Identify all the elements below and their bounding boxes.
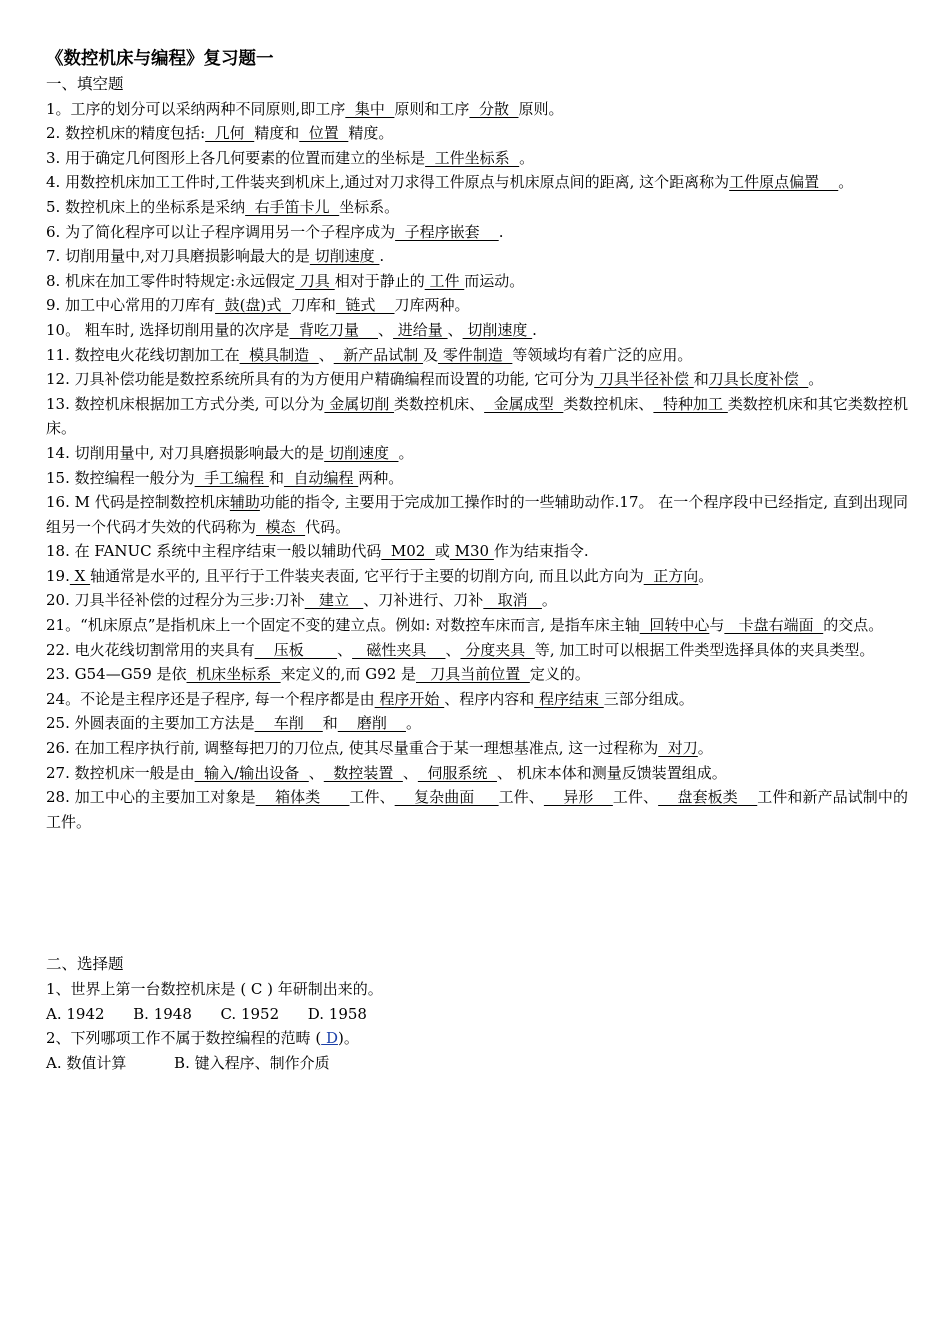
fill-blank-question [46,146,908,171]
question-text: 、 [445,640,461,659]
question-text: 、 [402,763,418,782]
fill-blank-question [46,785,908,834]
question-text: 功能的指令, 主要用于完成加工操作时的一些辅助动作.17。 在一个程序段中已经指定, 直到出现同组另一个代码才失效的代码称为 [46,493,908,536]
question-text: 刀库和 [290,296,336,315]
question-text: 和 [322,714,338,733]
answer-blank: 切削速度 [324,443,399,462]
question-text: 、 [447,320,463,339]
question-text: 7. 切削用量中,对刀具磨损影响最大的是 [46,247,310,266]
question-text: 、 机床本体和测量反馈装置组成。 [496,763,727,782]
fill-blank-question [46,466,908,491]
answer-blank: 金属成型 [484,394,564,413]
question-text: 类数控机床、 [563,394,654,413]
answer-blank: 数控装置 [323,763,403,782]
page-spacer [46,834,908,952]
fill-blank-question [46,564,908,589]
question-text: 或 [434,542,450,561]
question-text: 、 [337,640,353,659]
mc-question-2-answer-link[interactable]: D [321,1029,338,1048]
question-text: 25. 外圆表面的主要加工方法是 [46,714,255,733]
fill-blank-question [46,638,908,663]
answer-blank: 切削速度 [309,247,380,266]
question-text: 精度和 [254,124,300,143]
fill-blank-question [46,392,908,441]
question-text: 11. 数控电火花线切割加工在 [46,345,240,364]
answer-blank: 模具制造 [239,345,319,364]
question-text: 、 [308,763,324,782]
question-text: 8. 机床在加工零件时特规定:永远假定 [46,271,296,290]
document-title: 《数控机床与编程》复习题一 [46,49,274,69]
answer-blank: 复杂曲面 [394,788,499,807]
question-text: 。 [697,739,713,758]
question-text: 18. 在 FANUC 系统中主程序结束一般以辅助代码 [46,542,382,561]
answer-blank: 集中 [345,99,395,118]
question-text: 代码。 [305,517,351,536]
question-text: 与 [709,616,725,635]
question-text: 和 [693,370,709,389]
answer-blank: 进给量 [393,320,448,339]
fill-blank-question [46,343,908,368]
answer-blank: 磁性夹具 [352,640,446,659]
question-text: 工件、 [498,788,544,807]
mc-options-2: A. 数值计算 B. 键入程序、制作介质 [46,1053,330,1072]
question-text: 类数控机床和其它类数控机床。 [46,394,908,438]
section-heading-fill-blank: 一、填空题 [46,75,124,93]
answer-blank: 位置 [299,124,349,143]
question-text: 工件、 [612,788,659,807]
mc-question-1: 1、世界上第一台数控机床是 ( C ) 年研制出来的。 [46,980,383,998]
question-text: 。 [398,443,414,462]
answer-blank: 异形 [543,788,613,807]
answer-blank: 建立 [304,591,364,610]
fill-blank-question [46,613,908,638]
answer-blank: 金属切削 [324,394,395,413]
answer-blank: 取消 [483,591,542,610]
answer-blank: 右手笛卡儿 [245,197,340,216]
question-text: 原则。 [518,99,564,118]
question-text: 、刀补进行、刀补 [363,591,484,610]
answer-blank: 辅助 [229,493,260,512]
question-text: 。 [405,714,421,733]
answer-blank: 手工编程 [194,468,269,487]
question-text: 、 [378,320,394,339]
question-text: 工件和新产品试制中的工件。 [46,788,908,831]
question-text: 相对于静止的 [334,271,425,290]
question-text: 16. M 代码是控制数控机床 [46,493,230,512]
answer-blank: 刀具半径补偿 [594,370,694,389]
section-heading-multiple-choice: 二、选择题 [46,955,124,974]
mc-question-2-text-end: )。 [337,1029,359,1048]
question-text: 两种。 [358,468,404,487]
answer-blank: 工件 [424,271,465,290]
fill-blank-question [46,97,908,122]
answer-blank: 模态 [256,517,306,536]
question-text: 13. 数控机床根据加工方式分类, 可以分为 [46,394,325,413]
question-text: 6. 为了简化程序可以让子程序调用另一个子程序成为 [46,222,396,241]
answer-blank: 刀具 [295,271,335,290]
question-text: 26. 在加工程序执行前, 调整每把刀的刀位点, 使其尽量重合于某一理想基准点, 这一过程称为 [46,739,659,758]
answer-blank: 鼓(盘)式 [215,296,291,315]
question-text: 类数控机床、 [394,394,485,413]
answer-blank: M30 [449,542,494,561]
question-text: 27. 数控机床一般是由 [46,763,195,782]
question-text: 24。不论是主程序还是子程序, 每一个程序都是由 [46,689,375,708]
fill-blank-question [46,662,908,687]
question-text: 、 [318,345,334,364]
question-text: 而运动。 [464,271,525,290]
question-text: 14. 切削用量中, 对刀具磨损影响最大的是 [46,443,325,462]
answer-blank: 箱体类 [255,788,350,807]
question-text: 22. 电火花线切割常用的夹具有 [46,640,255,659]
fill-blank-question [46,687,908,712]
question-text: 15. 数控编程一般分为 [46,468,195,487]
fill-blank-question [46,539,908,564]
question-text: 三部分组成。 [603,689,694,708]
answer-blank: 背吃刀量 [289,320,379,339]
question-text: 轴通常是水平的, 且平行于工件装夹表面, 它平行于主要的切削方向, 而且以此方向为 [90,566,644,585]
answer-blank: M02 [381,542,435,561]
fill-blank-question [46,293,908,318]
answer-blank: 新产品试制 [333,345,424,364]
fill-blank-question [46,490,908,539]
answer-blank: 卡盘右端面 [724,616,824,635]
question-text: 5. 数控机床上的坐标系是采纳 [46,197,246,216]
question-text: 。 [808,370,824,389]
fill-blank-question [46,195,908,220]
answer-blank: 车削 [254,714,323,733]
question-text: 等, 加工时可以根据工件类型选择具体的夹具类型。 [534,640,875,659]
answer-blank: 工件坐标系 [425,148,520,167]
answer-blank: 磨削 [337,714,406,733]
document-page [46,48,908,1075]
question-text: 9. 加工中心常用的刀库有 [46,296,216,315]
fill-blank-question [46,711,908,736]
question-text: 21。“机床原点”是指机床上一个固定不变的建立点。例如: 对数控车床而言, 是指车床主轴 [46,616,640,635]
question-text: 。 [541,591,557,610]
fill-blank-question [46,367,908,392]
answer-blank: 切削速度 [462,320,533,339]
question-text: 等领域均有着广泛的应用。 [512,345,693,364]
answer-blank: 刀具长度补偿 [708,370,809,389]
question-text: 的交点。 [823,616,884,635]
mc-question-2 [46,1026,908,1051]
question-text: 10。 粗车时, 选择切削用量的次序是 [46,320,290,339]
question-text: . [498,222,504,241]
question-text: 及 [423,345,439,364]
question-text: 刀库两种。 [394,296,470,315]
answer-blank: 分散 [469,99,519,118]
answer-blank: 输入/输出设备 [194,763,309,782]
question-text: 。 [838,173,854,192]
question-text: 工件、 [349,788,395,807]
answer-blank: 零件制造 [438,345,513,364]
answer-blank: 回转中心 [639,616,710,635]
answer-blank: 子程序嵌套 [395,222,499,241]
mc-question-2-text: 2、下列哪项工作不属于数控编程的范畴 ( [46,1029,322,1048]
question-text: 定义的。 [529,665,590,684]
question-text: 和 [268,468,284,487]
answer-blank: 分度夹具 [460,640,535,659]
question-text: . [379,247,385,266]
question-text: 3. 用于确定几何图形上各几何要素的位置而建立的坐标是 [46,148,426,167]
question-text: 19. [46,566,70,585]
answer-blank: X [69,566,91,585]
question-text: 4. 用数控机床加工工件时,工件装夹到机床上,通过对刀求得工件原点与机床原点间的距离, 这个距离称为 [46,173,730,192]
answer-blank: 伺服系统 [417,763,497,782]
answer-blank: 盘套板类 [658,788,758,807]
question-text: 、程序内容和 [444,689,535,708]
answer-blank: 程序结束 [534,689,604,708]
fill-blank-question [46,269,908,294]
fill-blank-question [46,244,908,269]
question-text: 12. 刀具补偿功能是数控系统所具有的为方便用户精确编程而设置的功能, 它可分为 [46,370,595,389]
fill-blank-question-list [46,97,908,835]
question-text: 原则和工序 [394,99,470,118]
answer-blank: 刀具当前位置 [415,665,530,684]
fill-blank-question [46,220,908,245]
question-text: 28. 加工中心的主要加工对象是 [46,788,256,807]
fill-blank-question [46,121,908,146]
answer-blank: 程序开始 [374,689,445,708]
mc-options-1: A. 1942 B. 1948 C. 1952 D. 1958 [46,1004,367,1023]
fill-blank-question [46,588,908,613]
answer-blank: 链式 [335,296,395,315]
fill-blank-question [46,441,908,466]
question-text: 2. 数控机床的精度包括: [46,124,206,143]
fill-blank-question [46,736,908,761]
question-text: 。 [519,148,535,167]
answer-blank: 几何 [205,124,255,143]
answer-blank: 正方向 [643,566,699,585]
answer-blank: 压板 [254,640,338,659]
answer-blank: 对刀 [658,739,698,758]
question-text: 精度。 [348,124,394,143]
answer-blank: 工件原点偏置 [729,173,839,192]
question-text: 作为结束指令. [493,542,589,561]
answer-blank: 机床坐标系 [186,665,281,684]
question-text: . [532,320,537,339]
question-text: 来定义的,而 G92 是 [280,665,416,684]
answer-blank: 特种加工 [653,394,728,413]
fill-blank-question [46,761,908,786]
answer-blank: 自动编程 [283,468,359,487]
question-text: 。 [698,566,714,585]
fill-blank-question [46,170,908,195]
fill-blank-question [46,318,908,343]
question-text: 20. 刀具半径补偿的过程分为三步:刀补 [46,591,305,610]
question-text: 23. G54—G59 是依 [46,665,187,684]
question-text: 坐标系。 [339,197,400,216]
question-text: 1。工序的划分可以采纳两种不同原则,即工序 [46,99,346,118]
